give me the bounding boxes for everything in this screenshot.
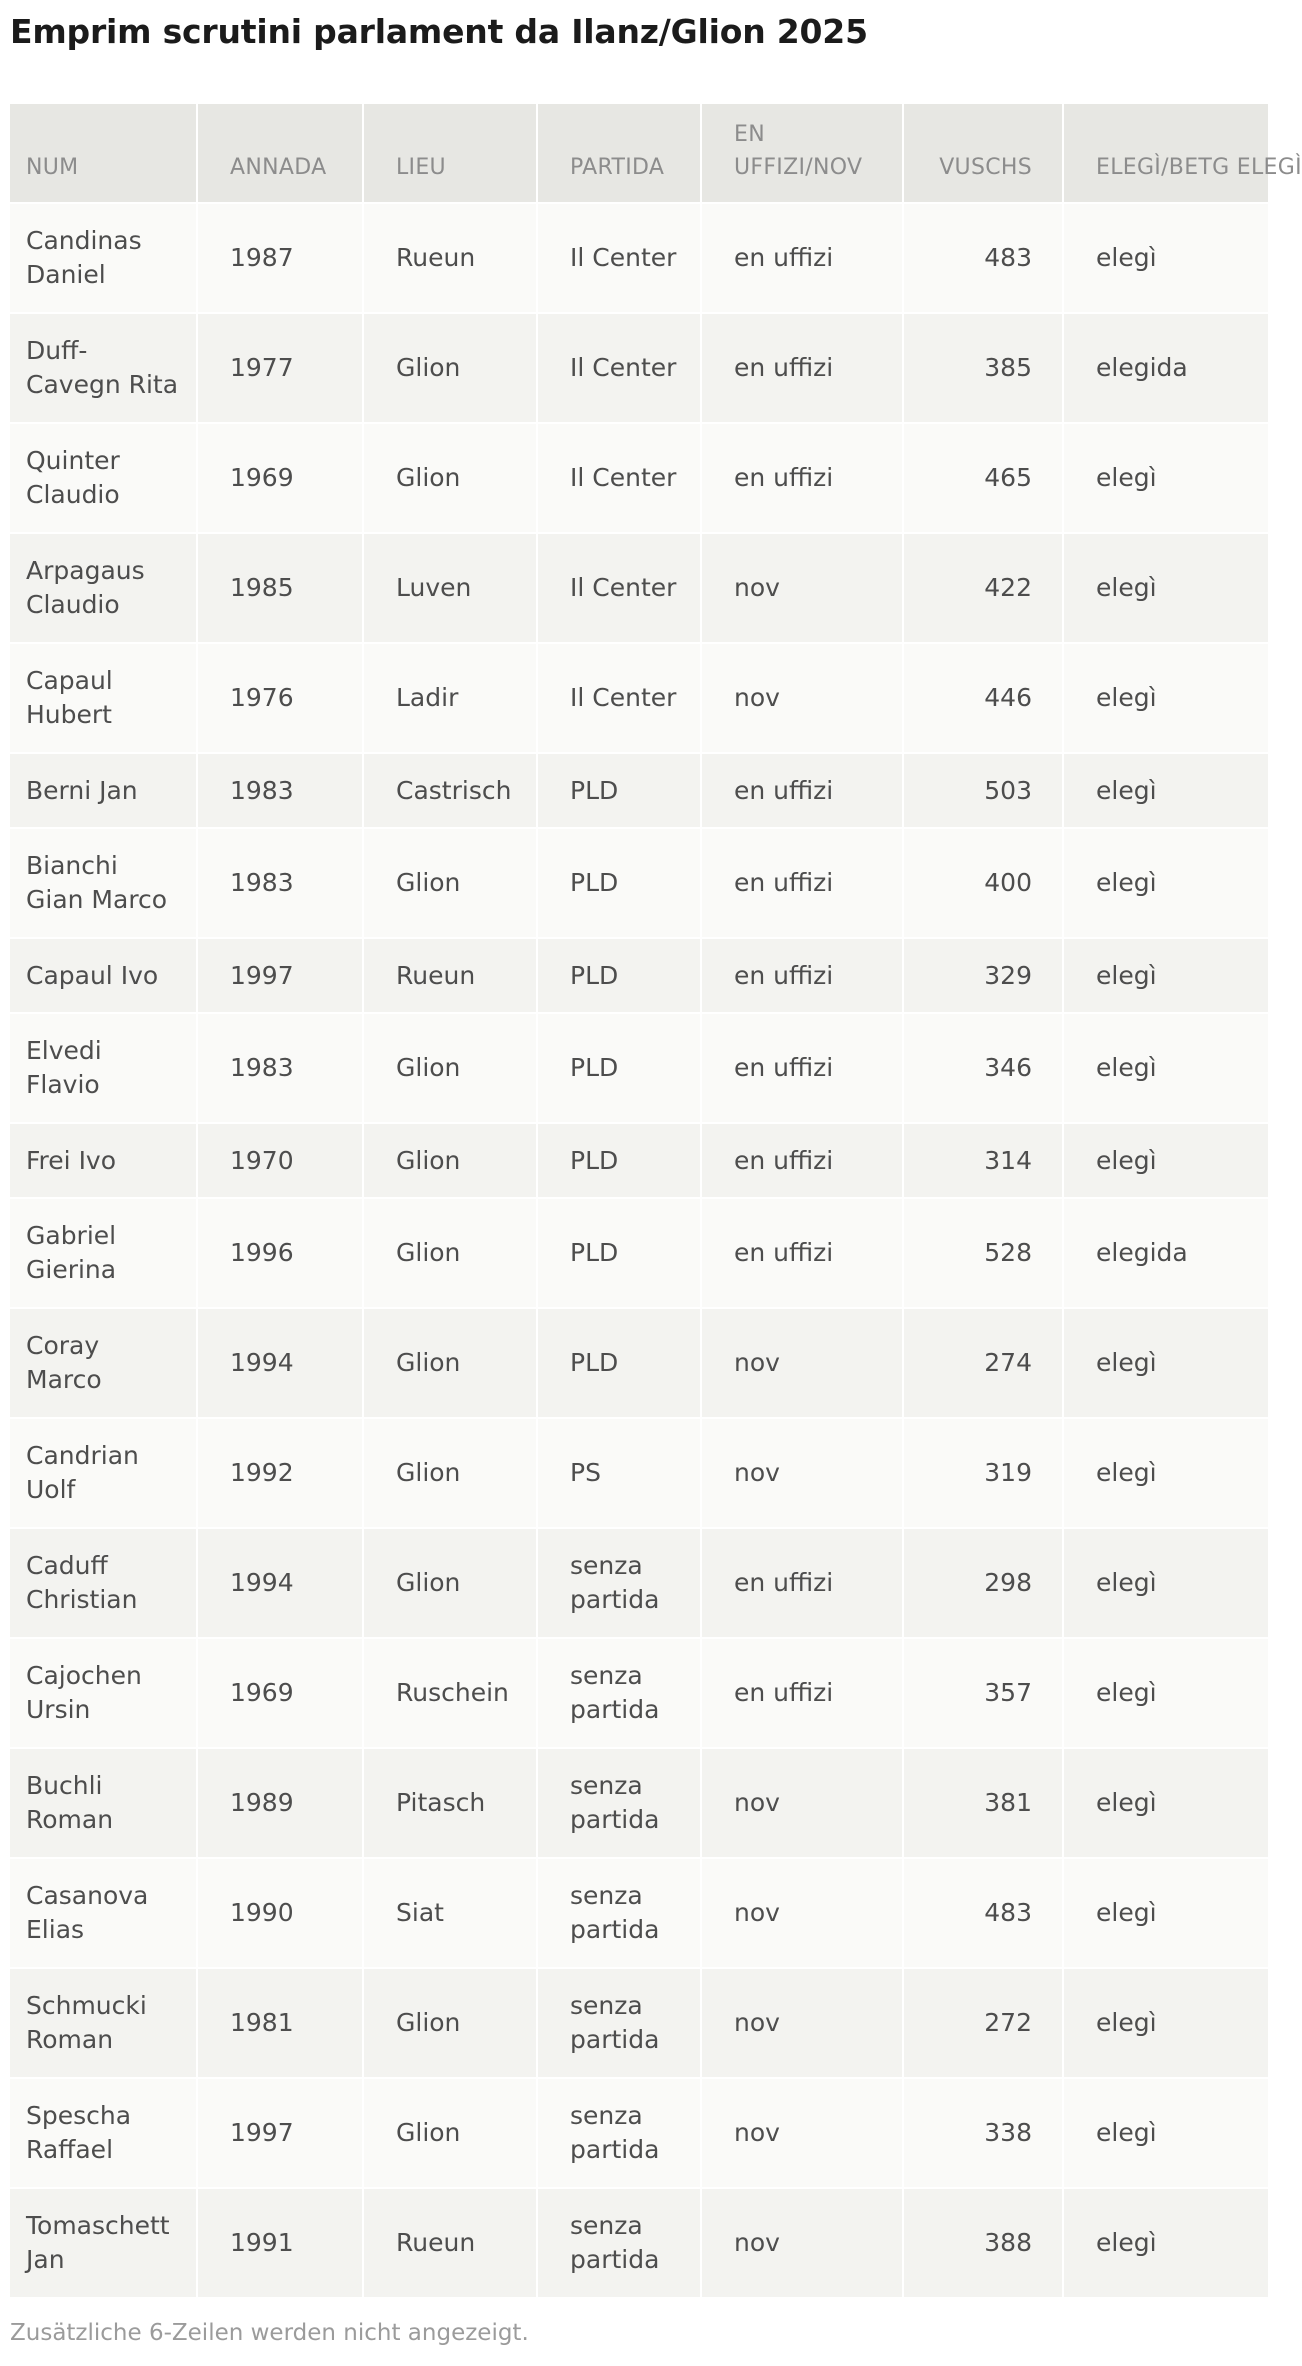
cell-vuschs: 503 bbox=[904, 752, 1064, 827]
cell-partida: Il Center bbox=[538, 202, 702, 312]
cell-partida: PS bbox=[538, 1417, 702, 1527]
page-title: Emprim scrutini parlament da Ilanz/Glion 2025 bbox=[10, 12, 868, 51]
header-num[interactable]: NUM bbox=[10, 104, 198, 202]
cell-result: elegì bbox=[1064, 1012, 1270, 1122]
cell-annada: 1994 bbox=[198, 1307, 364, 1417]
cell-partida: senza partida bbox=[538, 1527, 702, 1637]
cell-annada: 1983 bbox=[198, 752, 364, 827]
cell-result: elegida bbox=[1064, 312, 1270, 422]
table-row bbox=[10, 642, 1270, 752]
cell-vuschs: 400 bbox=[904, 827, 1064, 937]
header-vuschs[interactable]: VUSCHS bbox=[904, 104, 1064, 202]
cell-lieu: Glion bbox=[364, 1122, 538, 1197]
table-row bbox=[10, 1307, 1270, 1417]
cell-annada: 1990 bbox=[198, 1857, 364, 1967]
cell-num: Elvedi Flavio bbox=[10, 1012, 198, 1122]
cell-num: Quinter Claudio bbox=[10, 422, 198, 532]
table-row bbox=[10, 1857, 1270, 1967]
cell-num: Buchli Roman bbox=[10, 1747, 198, 1857]
cell-vuschs: 446 bbox=[904, 642, 1064, 752]
cell-num: Berni Jan bbox=[10, 752, 198, 827]
cell-status: en uffizi bbox=[702, 1637, 904, 1747]
cell-vuschs: 338 bbox=[904, 2077, 1064, 2187]
cell-partida: PLD bbox=[538, 1197, 702, 1307]
cell-result: elegì bbox=[1064, 1967, 1270, 2077]
cell-status: en uffizi bbox=[702, 1197, 904, 1307]
cell-vuschs: 483 bbox=[904, 202, 1064, 312]
cell-annada: 1994 bbox=[198, 1527, 364, 1637]
table-row bbox=[10, 1527, 1270, 1637]
cell-lieu: Luven bbox=[364, 532, 538, 642]
cell-num: Gabriel Gierina bbox=[10, 1197, 198, 1307]
cell-vuschs: 319 bbox=[904, 1417, 1064, 1527]
cell-vuschs: 483 bbox=[904, 1857, 1064, 1967]
cell-vuschs: 272 bbox=[904, 1967, 1064, 2077]
table-row bbox=[10, 937, 1270, 1012]
table-row bbox=[10, 1747, 1270, 1857]
cell-status: en uffizi bbox=[702, 1527, 904, 1637]
cell-result: elegì bbox=[1064, 642, 1270, 752]
cell-lieu: Glion bbox=[364, 1967, 538, 2077]
results-table-viewport[interactable] bbox=[10, 104, 1302, 2300]
cell-num: Coray Marco bbox=[10, 1307, 198, 1417]
cell-vuschs: 385 bbox=[904, 312, 1064, 422]
cell-status: en uffizi bbox=[702, 312, 904, 422]
cell-vuschs: 298 bbox=[904, 1527, 1064, 1637]
cell-result: elegida bbox=[1064, 1197, 1270, 1307]
header-annada[interactable]: ANNADA bbox=[198, 104, 364, 202]
cell-annada: 1970 bbox=[198, 1122, 364, 1197]
cell-status: nov bbox=[702, 642, 904, 752]
cell-status: nov bbox=[702, 532, 904, 642]
cell-result: elegì bbox=[1064, 1637, 1270, 1747]
table-row bbox=[10, 1967, 1270, 2077]
cell-vuschs: 528 bbox=[904, 1197, 1064, 1307]
cell-lieu: Glion bbox=[364, 1307, 538, 1417]
cell-lieu: Rueun bbox=[364, 202, 538, 312]
table-row bbox=[10, 1122, 1270, 1197]
cell-status: nov bbox=[702, 1417, 904, 1527]
cell-lieu: Pitasch bbox=[364, 1747, 538, 1857]
table-row bbox=[10, 202, 1270, 312]
cell-annada: 1985 bbox=[198, 532, 364, 642]
cell-partida: PLD bbox=[538, 827, 702, 937]
header-result[interactable]: ELEGÌ/BETG ELEGÌ bbox=[1064, 104, 1270, 202]
cell-num: Duff-Cavegn Rita bbox=[10, 312, 198, 422]
cell-result: elegì bbox=[1064, 1307, 1270, 1417]
table-row bbox=[10, 532, 1270, 642]
cell-result: elegì bbox=[1064, 827, 1270, 937]
cell-status: en uffizi bbox=[702, 202, 904, 312]
cell-status: en uffizi bbox=[702, 937, 904, 1012]
cell-num: Caduff Christian bbox=[10, 1527, 198, 1637]
cell-vuschs: 274 bbox=[904, 1307, 1064, 1417]
cell-result: elegì bbox=[1064, 937, 1270, 1012]
table-row bbox=[10, 1012, 1270, 1122]
cell-partida: senza partida bbox=[538, 1857, 702, 1967]
cell-lieu: Rueun bbox=[364, 937, 538, 1012]
header-status[interactable]: EN UFFIZI/NOV bbox=[702, 104, 904, 202]
cell-status: en uffizi bbox=[702, 1012, 904, 1122]
cell-lieu: Castrisch bbox=[364, 752, 538, 827]
cell-lieu: Glion bbox=[364, 827, 538, 937]
cell-result: elegì bbox=[1064, 1857, 1270, 1967]
cell-partida: PLD bbox=[538, 1012, 702, 1122]
cell-annada: 1989 bbox=[198, 1747, 364, 1857]
table-row bbox=[10, 1197, 1270, 1307]
cell-num: Arpagaus Claudio bbox=[10, 532, 198, 642]
cell-num: Capaul Hubert bbox=[10, 642, 198, 752]
cell-num: Schmucki Roman bbox=[10, 1967, 198, 2077]
header-partida[interactable]: PARTIDA bbox=[538, 104, 702, 202]
cell-num: Cajochen Ursin bbox=[10, 1637, 198, 1747]
cell-vuschs: 314 bbox=[904, 1122, 1064, 1197]
cell-annada: 1996 bbox=[198, 1197, 364, 1307]
cell-result: elegì bbox=[1064, 422, 1270, 532]
table-row bbox=[10, 1417, 1270, 1527]
cell-partida: PLD bbox=[538, 752, 702, 827]
cell-result: elegì bbox=[1064, 1747, 1270, 1857]
cell-partida: senza partida bbox=[538, 1967, 702, 2077]
cell-vuschs: 422 bbox=[904, 532, 1064, 642]
cell-lieu: Siat bbox=[364, 1857, 538, 1967]
cell-result: elegì bbox=[1064, 2077, 1270, 2187]
cell-annada: 1997 bbox=[198, 2077, 364, 2187]
cell-status: en uffizi bbox=[702, 422, 904, 532]
cell-annada: 1987 bbox=[198, 202, 364, 312]
cell-vuschs: 357 bbox=[904, 1637, 1064, 1747]
cell-lieu: Glion bbox=[364, 1417, 538, 1527]
table-row bbox=[10, 422, 1270, 532]
cell-num: Candinas Daniel bbox=[10, 202, 198, 312]
cell-vuschs: 381 bbox=[904, 1747, 1064, 1857]
cell-vuschs: 329 bbox=[904, 937, 1064, 1012]
cell-status: nov bbox=[702, 2187, 904, 2297]
cell-num: Casanova Elias bbox=[10, 1857, 198, 1967]
cell-annada: 1997 bbox=[198, 937, 364, 1012]
cell-annada: 1983 bbox=[198, 1012, 364, 1122]
cell-result: elegì bbox=[1064, 1122, 1270, 1197]
cell-annada: 1991 bbox=[198, 2187, 364, 2297]
cell-lieu: Glion bbox=[364, 1527, 538, 1637]
cell-annada: 1977 bbox=[198, 312, 364, 422]
cell-partida: senza partida bbox=[538, 1747, 702, 1857]
cell-annada: 1992 bbox=[198, 1417, 364, 1527]
table-row bbox=[10, 2077, 1270, 2187]
cell-num: Candrian Uolf bbox=[10, 1417, 198, 1527]
cell-partida: Il Center bbox=[538, 642, 702, 752]
results-table-body bbox=[10, 202, 1270, 2297]
cell-lieu: Glion bbox=[364, 2077, 538, 2187]
cell-partida: senza partida bbox=[538, 2187, 702, 2297]
cell-result: elegì bbox=[1064, 1527, 1270, 1637]
cell-partida: senza partida bbox=[538, 1637, 702, 1747]
cell-annada: 1976 bbox=[198, 642, 364, 752]
table-row bbox=[10, 2187, 1270, 2297]
table-row bbox=[10, 827, 1270, 937]
cell-result: elegì bbox=[1064, 1417, 1270, 1527]
cell-lieu: Glion bbox=[364, 1012, 538, 1122]
cell-annada: 1969 bbox=[198, 1637, 364, 1747]
cell-status: nov bbox=[702, 1747, 904, 1857]
cell-result: elegì bbox=[1064, 752, 1270, 827]
cell-status: nov bbox=[702, 1307, 904, 1417]
cell-status: nov bbox=[702, 2077, 904, 2187]
cell-annada: 1983 bbox=[198, 827, 364, 937]
cell-status: nov bbox=[702, 1967, 904, 2077]
cell-lieu: Glion bbox=[364, 312, 538, 422]
cell-partida: PLD bbox=[538, 1307, 702, 1417]
table-row bbox=[10, 312, 1270, 422]
footnote: Zusätzliche 6-Zeilen werden nicht angezeigt. bbox=[10, 2320, 529, 2346]
cell-status: en uffizi bbox=[702, 752, 904, 827]
cell-partida: PLD bbox=[538, 937, 702, 1012]
cell-lieu: Glion bbox=[364, 1197, 538, 1307]
cell-partida: Il Center bbox=[538, 312, 702, 422]
cell-num: Bianchi Gian Marco bbox=[10, 827, 198, 937]
cell-lieu: Glion bbox=[364, 422, 538, 532]
cell-annada: 1981 bbox=[198, 1967, 364, 2077]
cell-partida: senza partida bbox=[538, 2077, 702, 2187]
cell-num: Tomaschett Jan bbox=[10, 2187, 198, 2297]
cell-result: elegì bbox=[1064, 532, 1270, 642]
cell-vuschs: 388 bbox=[904, 2187, 1064, 2297]
cell-lieu: Rueun bbox=[364, 2187, 538, 2297]
cell-status: en uffizi bbox=[702, 1122, 904, 1197]
cell-partida: PLD bbox=[538, 1122, 702, 1197]
cell-status: nov bbox=[702, 1857, 904, 1967]
results-table bbox=[10, 104, 1302, 2297]
cell-num: Frei Ivo bbox=[10, 1122, 198, 1197]
cell-lieu: Ladir bbox=[364, 642, 538, 752]
cell-num: Capaul Ivo bbox=[10, 937, 198, 1012]
cell-status: en uffizi bbox=[702, 827, 904, 937]
cell-result: elegì bbox=[1064, 2187, 1270, 2297]
cell-num: Spescha Raffael bbox=[10, 2077, 198, 2187]
table-header-row bbox=[10, 104, 1270, 202]
cell-lieu: Ruschein bbox=[364, 1637, 538, 1747]
table-row bbox=[10, 1637, 1270, 1747]
cell-result: elegì bbox=[1064, 202, 1270, 312]
table-row bbox=[10, 752, 1270, 827]
cell-annada: 1969 bbox=[198, 422, 364, 532]
cell-vuschs: 346 bbox=[904, 1012, 1064, 1122]
header-lieu[interactable]: LIEU bbox=[364, 104, 538, 202]
cell-vuschs: 465 bbox=[904, 422, 1064, 532]
cell-partida: Il Center bbox=[538, 532, 702, 642]
cell-partida: Il Center bbox=[538, 422, 702, 532]
